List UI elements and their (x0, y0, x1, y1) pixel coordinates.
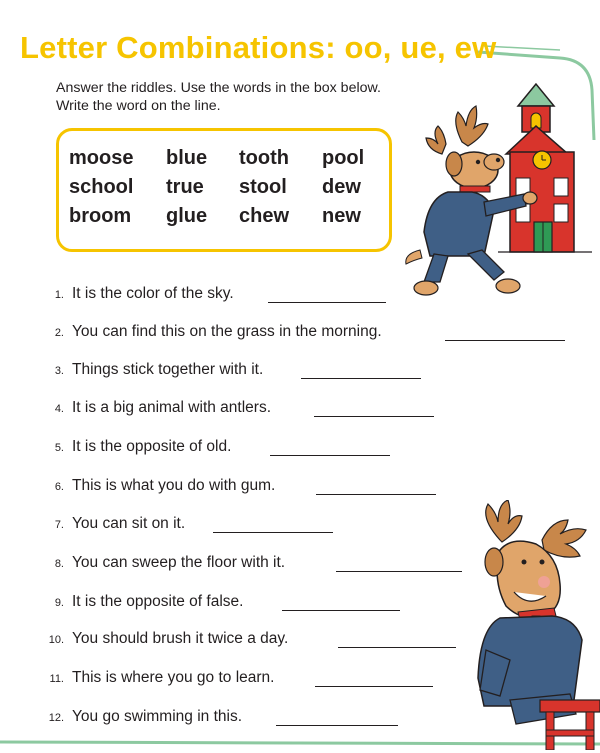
instruction-line: Answer the riddles. Use the words in the box below. (56, 80, 381, 96)
question-text: It is a big animal with antlers. (72, 399, 272, 416)
word-bank-item: school (69, 176, 134, 198)
answer-line[interactable] (282, 610, 400, 611)
question-number: 7. (54, 519, 64, 531)
word-bank-item: new (322, 205, 361, 227)
answer-line[interactable] (213, 532, 333, 533)
question-number: 8. (54, 558, 64, 570)
answer-line[interactable] (276, 725, 398, 726)
question-text: It is the color of the sky. (72, 285, 234, 302)
answer-line[interactable] (315, 686, 433, 687)
question-number: 9. (54, 597, 64, 609)
question-item (0, 361, 600, 385)
word-bank-item: glue (166, 205, 208, 227)
instructions (56, 79, 381, 115)
question-number: 3. (54, 365, 64, 377)
question-text: It is the opposite of old. (72, 438, 232, 455)
word-bank-item: tooth (239, 147, 289, 169)
word-bank-item: moose (69, 147, 134, 169)
word-bank-item: chew (239, 205, 290, 227)
question-text: It is the opposite of false. (72, 593, 244, 610)
question-number: 11. (49, 673, 64, 685)
question-item (0, 438, 600, 462)
question-number: 6. (54, 481, 64, 493)
question-text: This is where you go to learn. (72, 669, 275, 686)
question-item (0, 399, 600, 423)
word-bank-item: stool (239, 176, 287, 198)
instruction-line: Write the word on the line. (56, 98, 221, 114)
answer-line[interactable] (316, 494, 436, 495)
question-number: 2. (54, 327, 64, 339)
question-number: 12. (48, 712, 64, 724)
question-text: You can find this on the grass in the morning. (72, 323, 382, 340)
answer-line[interactable] (445, 340, 565, 341)
question-text: You should brush it twice a day. (72, 630, 289, 647)
word-bank-item: pool (322, 147, 365, 169)
question-text: Things stick together with it. (72, 361, 264, 378)
question-number: 5. (54, 442, 64, 454)
answer-line[interactable] (270, 455, 390, 456)
question-item (0, 323, 600, 347)
word-bank-item: dew (322, 176, 361, 198)
question-text: This is what you do with gum. (72, 477, 276, 494)
question-number: 1. (54, 289, 64, 301)
word-bank-item: broom (69, 205, 132, 227)
answer-line[interactable] (301, 378, 421, 379)
answer-line[interactable] (336, 571, 462, 572)
answer-line[interactable] (268, 302, 386, 303)
question-text: You can sweep the floor with it. (72, 554, 286, 571)
answer-line[interactable] (314, 416, 434, 417)
question-number: 4. (54, 403, 64, 415)
moose-sitting-illustration (470, 500, 600, 750)
word-box (56, 128, 392, 252)
answer-line[interactable] (338, 647, 456, 648)
question-item (0, 477, 600, 501)
question-text: You can sit on it. (72, 515, 186, 532)
question-text: You go swimming in this. (72, 708, 243, 725)
question-number: 10. (48, 634, 64, 646)
page-title: Letter Combinations: oo, ue, ew (20, 30, 497, 65)
word-bank-item: true (166, 176, 204, 198)
word-bank-item: blue (166, 147, 208, 169)
moose-school-illustration (398, 82, 594, 308)
